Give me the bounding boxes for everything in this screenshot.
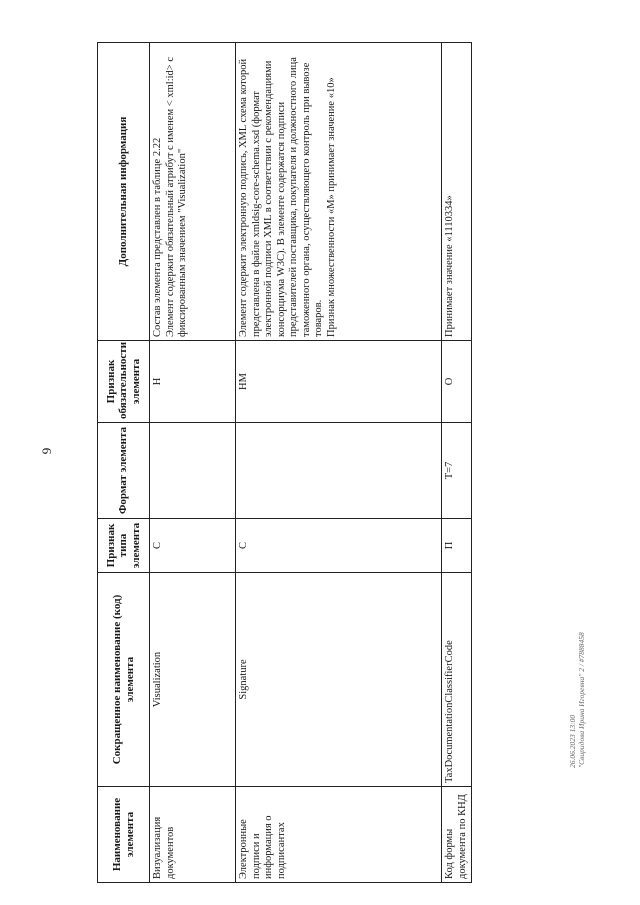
cell-required: НМ	[236, 341, 442, 423]
cell-name: Электронные подписи и информация о подписантах	[236, 787, 442, 883]
cell-code: Signature	[236, 573, 442, 787]
cell-format: T=7	[442, 423, 472, 519]
cell-type: С	[150, 519, 236, 573]
cell-name: Код формы документа по КНД	[442, 787, 472, 883]
table-row	[236, 43, 442, 883]
cell-code: TaxDocumentationClassifierCode	[442, 573, 472, 787]
cell-format	[150, 423, 236, 519]
cell-info: Принимает значение «1110334»	[442, 43, 472, 341]
cell-name: Визуализация документов	[150, 787, 236, 883]
header-additional-info: Дополнительная информация	[98, 43, 150, 341]
registration-stamp	[568, 632, 598, 768]
cell-required: Н	[150, 341, 236, 423]
stamp-date: 26.06.2023 13:00	[568, 714, 577, 768]
table-row	[150, 43, 236, 883]
cell-required: О	[442, 341, 472, 423]
cell-code: Visualization	[150, 573, 236, 787]
cell-info: Состав элемента представлен в таблице 2.22 Элемент содержит обязательный атрибут с именем < xml:id> с фиксированным значением "Visualization"	[150, 43, 236, 341]
table-header-row	[98, 43, 150, 883]
header-element-code: Сокращенное наименование (код) элемента	[98, 573, 150, 787]
cell-info: Элемент содержит электронную подпись, XML схема которой представлена в файле xmldsig-core-schema.xsd (формат электронной подписи XML в соответствии с рекомендациями консорциума W3C). В элементе содержатся подписи представителей поставщика, покупателя и должностного лица таможенного органа, осуществляющего контроль при вывозе товаров. Признак множественности «М» принимает значение «10»	[236, 43, 442, 341]
page-number: 9	[39, 447, 54, 455]
cell-type: П	[442, 519, 472, 573]
header-element-required: Признак обязательности элемента	[98, 341, 150, 423]
cell-type: С	[236, 519, 442, 573]
element-table	[97, 42, 472, 883]
header-element-type: Признак типа элемента	[98, 519, 150, 573]
table-row	[442, 43, 472, 883]
header-element-name: Наименование элемента	[98, 787, 150, 883]
header-element-format: Формат элемента	[98, 423, 150, 519]
stamp-signer: "Свиридова Ирина Игоревна" 2 / #7888458	[577, 632, 586, 768]
cell-format	[236, 423, 442, 519]
document-table-container	[97, 43, 468, 883]
